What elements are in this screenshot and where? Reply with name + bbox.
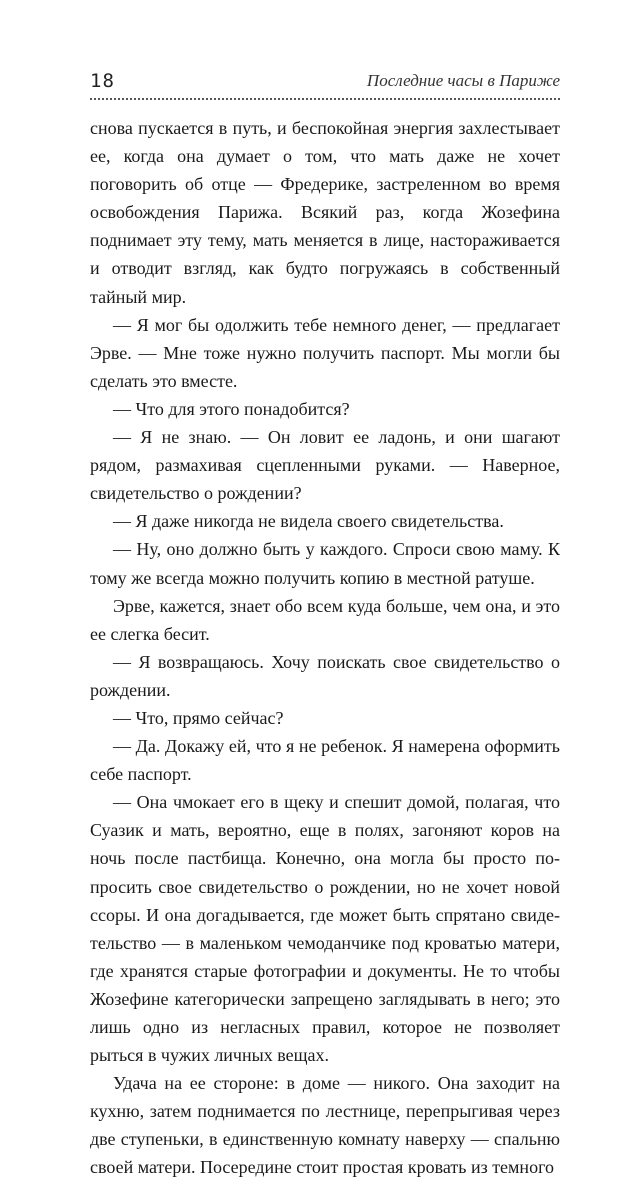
book-title: Последние часы в Париже — [366, 71, 560, 90]
paragraph-continuation: снова пускается в путь, и беспокойная энергия захлестывает ее, когда она думает о том, что мать даже не хочет поговорить об отце — Фредерике, застреленном во время освобождения Парижа. Всякий раз, когда Жозефина поднимает эту тему, мать меняется в лице, настораживается и отводит взгляд, как будто погружаясь в собственный тайный мир. — [90, 118, 560, 307]
paragraph-dialogue: — Ну, оно должно быть у каждого. Спроси свою маму. К тому же всегда можно получить копию в местной ратуше. — [90, 539, 560, 588]
paragraph-narration: — Она чмокает его в щеку и спешит домой, полагая, что Суазик и мать, вероятно, еще в полях, загоняют коров на ночь после пастбища. Конечно, она могла бы просто попросить свое свидетельство о рождении, но не хочет новой ссоры. И она догадывается, где может быть спрятано свидетельство — в маленьком чемоданчике под кроватью матери, где хранятся старые фотографии и документы. Не то чтобы Жозефине категорически запрещено заглядывать в него; это лишь одно из негласных правил, которое не позволяет рыться в чужих личных вещах. — [90, 792, 560, 1066]
header-dotted-rule — [90, 98, 560, 100]
running-head — [90, 70, 560, 94]
paragraph-dialogue: — Что, прямо сейчас? — [113, 707, 284, 728]
paragraph-dialogue: — Я даже никогда не видела своего свидетельства. — [113, 511, 504, 532]
paragraph-dialogue: — Я не знаю. — Он ловит ее ладонь, и они шагают рядом, размахивая сцепленными руками. — Наверное, свидетельство о рождении? — [90, 427, 560, 504]
paragraph-dialogue: — Я возвращаюсь. Хочу поискать свое свидетельство о рождении. — [90, 651, 560, 700]
paragraph-dialogue: — Да. Докажу ей, что я не ребенок. Я намерена оформить себе паспорт. — [90, 736, 560, 785]
page-number: 18 — [90, 70, 115, 92]
paragraph-narration: Удача на ее стороне: в доме — никого. Она заходит на кухню, затем поднимается по лестнице, перепрыгивая через две ступеньки, в единственную комнату наверху — спальню своей матери. Посередине стоит простая кровать из темного — [90, 1073, 560, 1178]
paragraph-dialogue: — Что для этого понадобится? — [113, 398, 350, 419]
paragraph-dialogue: — Я мог бы одолжить тебе немного денег, — предлагает Эрве. — Мне тоже нужно получить паспорт. Мы могли бы сделать это вместе. — [90, 314, 560, 391]
body-text — [90, 114, 560, 1182]
paragraph-narration: Эрве, кажется, знает обо всем куда больше, чем она, и это ее слегка бесит. — [90, 595, 560, 644]
